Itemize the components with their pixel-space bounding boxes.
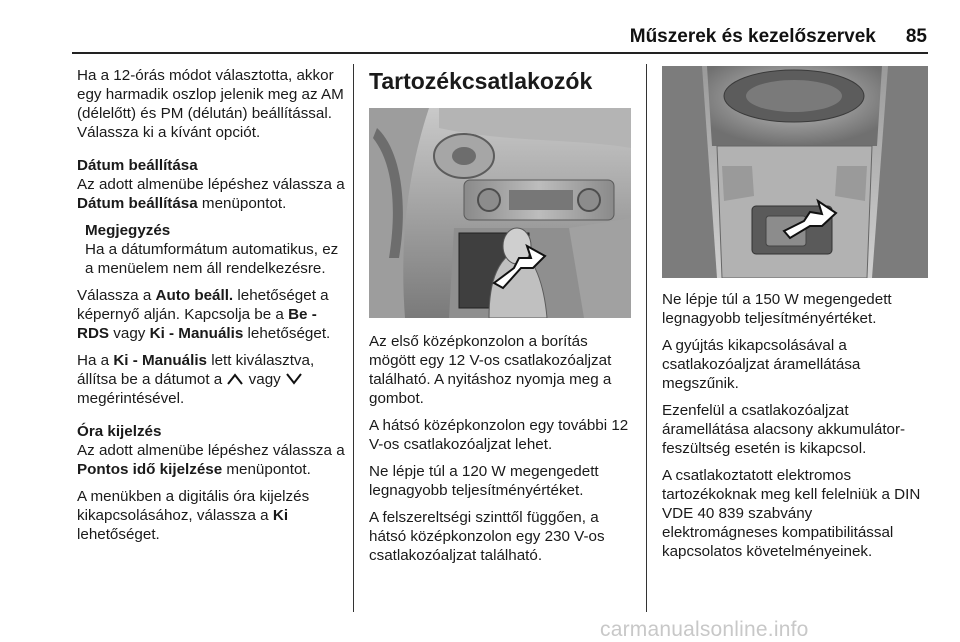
off-option: Ki xyxy=(272,507,289,524)
clock-off-text-c: lehetőséget. xyxy=(77,526,160,543)
col3-paragraph-2: A gyújtás kikapcsolásával a csatlakozóaljzat áramellátása megszűnik. xyxy=(662,337,861,392)
note-box xyxy=(85,221,349,278)
intro-paragraph: Ha a 12-órás módot választotta, akkor egy harmadik oszlop jelenik meg az AM (délelőtt) és PM (délután) beállítással. Válassza ki a kívánt opciót. xyxy=(77,67,344,141)
clock-off-text-a: A menükben a digitális óra kijelzés kikapcsolásához, válassza a xyxy=(77,488,310,524)
manual-option-2: Ki - Manuális xyxy=(113,352,207,369)
note-title: Megjegyzés xyxy=(85,222,171,239)
date-section xyxy=(77,156,349,213)
col3-paragraph-1: Ne lépje túl a 150 W megengedett legnagyobb teljesítményértéket. xyxy=(662,291,892,327)
rds-option: Be - RDS xyxy=(77,306,317,342)
chevron-up-icon xyxy=(226,372,244,386)
date-text: Az adott almenübe lépéshez válassza a xyxy=(77,176,345,193)
date-heading: Dátum beállítása xyxy=(77,157,198,174)
col2-paragraph-3: Ne lépje túl a 120 W megengedett legnagyobb teljesítményértéket. xyxy=(369,463,599,499)
rear-console-socket-illustration xyxy=(662,66,928,278)
clock-section xyxy=(77,422,349,479)
clock-text-a: Az adott almenübe lépéshez válassza a xyxy=(77,442,345,459)
auto-option: Auto beáll. xyxy=(155,287,234,304)
manual-text-c: lett kiválasztva, állítsa be a dátumot a xyxy=(77,352,315,388)
col3-paragraph-4: A csatlakoztatott elektromos tartozékoknak meg kell felelniük a DIN VDE 40 839 szabvány elektromágneses kompatibilitással kapcsolatos követelményeinek. xyxy=(662,467,921,560)
note-text: Ha a dátumformátum automatikus, ez a menüelem nem áll rendelkezésre. xyxy=(85,241,339,277)
clock-text-c: menüpontot. xyxy=(222,461,311,478)
auto-text-c: lehetőséget a képernyő alján. Kapcsolja be a xyxy=(77,287,329,323)
page-number: 85 xyxy=(905,26,927,47)
header-rule xyxy=(72,52,928,54)
date-text-end: menüpontot. xyxy=(197,195,287,212)
front-console-socket-illustration xyxy=(369,108,631,318)
chevron-down-icon xyxy=(285,372,303,386)
date-menu-item: Dátum beállítása xyxy=(77,195,198,212)
auto-text-g: lehetőséget. xyxy=(243,325,331,342)
section-heading: Tartozékcsatlakozók xyxy=(369,68,593,94)
page-header xyxy=(0,26,927,48)
col3-paragraph-3: Ezenfelül a csatlakozóaljzat áramellátása alacsony akkumulátor-feszültség esetén is kikapcsol. xyxy=(662,402,906,457)
clock-menu-item: Pontos idő kijelzése xyxy=(77,461,223,478)
manual-text-a: Ha a xyxy=(77,352,114,369)
col2-paragraph-2: A hátsó középkonzolon egy további 12 V-os csatlakozóaljzat lehet. xyxy=(369,417,629,453)
page-title: Műszerek és kezelőszervek xyxy=(629,26,876,47)
column-3 xyxy=(662,66,928,569)
manual-option: Ki - Manuális xyxy=(149,325,244,342)
manual-paragraph xyxy=(77,351,349,408)
auto-paragraph xyxy=(77,286,349,343)
watermark: carmanualsonline.info xyxy=(600,618,809,641)
auto-text-a: Válassza a xyxy=(77,287,156,304)
column-1 xyxy=(77,66,349,552)
clock-heading: Óra kijelzés xyxy=(77,423,162,440)
col2-paragraph-4: A felszereltségi szinttől függően, a hátsó középkonzolon egy 230 V-os csatlakozóaljzat található. xyxy=(369,509,605,564)
clock-off-paragraph xyxy=(77,487,349,544)
column-divider-1 xyxy=(353,64,354,612)
column-divider-2 xyxy=(646,64,647,612)
column-2 xyxy=(369,66,635,573)
manual-text-e: megérintésével. xyxy=(77,390,185,407)
col2-paragraph-1: Az első középkonzolon a borítás mögött egy 12 V-os csatlakozóaljzat található. A nyitáshoz nyomja meg a gombot. xyxy=(369,333,612,407)
auto-text-e: vagy xyxy=(109,325,150,342)
manual-text-d: vagy xyxy=(244,371,285,388)
